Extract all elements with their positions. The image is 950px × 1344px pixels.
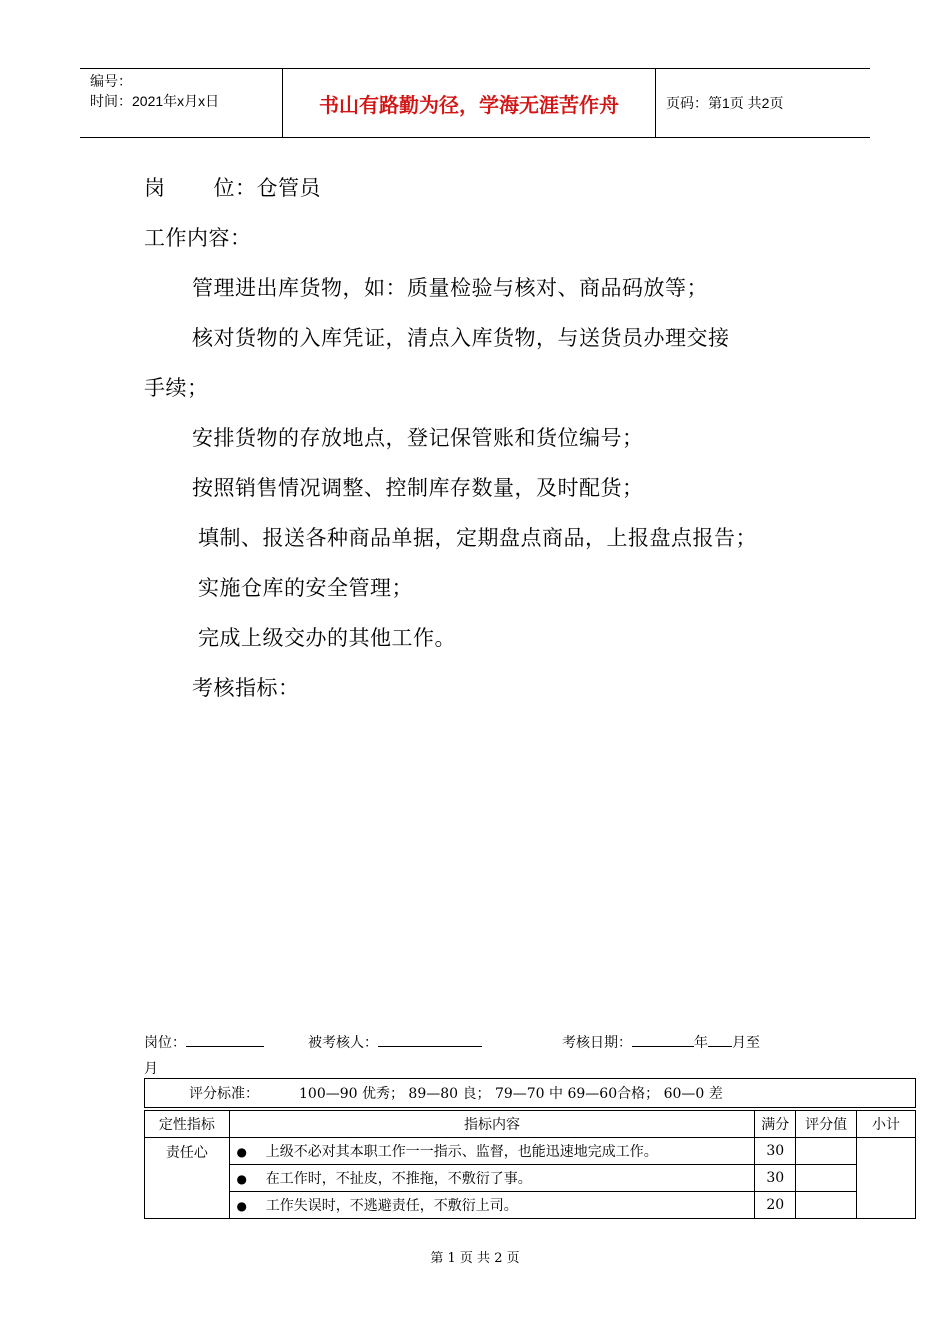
bullet-icon: ●	[236, 1145, 248, 1159]
work-content-title: 工作内容：	[144, 226, 252, 250]
content-cell: ● 工作失误时，不逃避责任，不敷衍上司。	[229, 1192, 755, 1219]
position-label-b: 位：仓管员	[213, 176, 321, 200]
doc-number-label: 编号：	[90, 73, 132, 89]
form-month-label: 月	[144, 1061, 158, 1077]
page-footer: 第 1 页 共 2 页	[430, 1251, 520, 1266]
work-item-5: 填制、报送各种商品单据，定期盘点商品，上报盘点报告；	[198, 526, 757, 550]
form-date-label: 考核日期：	[562, 1035, 632, 1051]
work-item-1: 管理进出库货物，如：质量检验与核对、商品码放等；	[192, 276, 708, 300]
doc-time-label: 时间：2021年x月x日	[90, 93, 220, 109]
bullet-icon: ●	[236, 1172, 248, 1186]
table-row	[145, 1192, 916, 1219]
work-item-3: 安排货物的存放地点，登记保管账和货位编号；	[192, 426, 644, 450]
form-month-blank[interactable]	[708, 1032, 732, 1047]
table-header-row	[145, 1111, 916, 1138]
bullet-icon: ●	[236, 1199, 248, 1213]
position-line	[144, 172, 321, 202]
work-item-6: 实施仓库的安全管理；	[198, 576, 413, 600]
content-cell: ● 在工作时，不扯皮，不推拖，不敷衍了事。	[229, 1165, 755, 1192]
form-year-blank[interactable]	[632, 1032, 694, 1047]
form-assessee-label: 被考核人：	[308, 1035, 378, 1051]
table-row	[145, 1165, 916, 1192]
work-item-2-cont: 手续；	[144, 376, 209, 400]
subtotal-cell[interactable]	[857, 1138, 916, 1219]
header-subtotal: 小计	[857, 1111, 916, 1138]
header-full-score: 满分	[755, 1111, 796, 1138]
form-position-blank[interactable]	[186, 1032, 264, 1047]
form-assessee-blank[interactable]	[378, 1032, 482, 1047]
header-page-info: 页码：第1页 共2页	[666, 95, 784, 111]
work-item-2: 核对货物的入库凭证，清点入库货物，与送货员办理交接	[192, 326, 730, 350]
score-value-cell[interactable]	[796, 1165, 857, 1192]
full-score-cell: 30	[755, 1138, 796, 1165]
score-value-cell[interactable]	[796, 1192, 857, 1219]
header-score-value: 评分值	[796, 1111, 857, 1138]
form-position-label: 岗位：	[144, 1035, 186, 1051]
header-motto: 书山有路勤为径，学海无涯苦作舟	[282, 69, 656, 137]
category-cell: 责任心	[145, 1138, 230, 1219]
score-value-cell[interactable]	[796, 1138, 857, 1165]
score-standard-criteria: 100—90 优秀； 89—80 良； 79—70 中 69—60合格； 60—0 差	[299, 1086, 723, 1102]
header-category: 定性指标	[145, 1111, 230, 1138]
work-item-7: 完成上级交办的其他工作。	[198, 626, 456, 650]
assessment-form-line	[144, 1032, 760, 1052]
full-score-cell: 20	[755, 1192, 796, 1219]
work-item-4: 按照销售情况调整、控制库存数量，及时配货；	[192, 476, 644, 500]
page-header	[80, 68, 870, 138]
header-left	[80, 69, 282, 137]
full-score-cell: 30	[755, 1165, 796, 1192]
form-month-to-label: 月至	[732, 1035, 760, 1051]
header-content: 指标内容	[229, 1111, 755, 1138]
position-label-a: 岗	[144, 176, 166, 200]
content-cell: ● 上级不必对其本职工作一一指示、监督，也能迅速地完成工作。	[229, 1138, 755, 1165]
form-year-label: 年	[694, 1035, 708, 1051]
score-standard-box	[144, 1078, 916, 1108]
score-standard-label: 评分标准：	[189, 1086, 259, 1102]
kpi-title: 考核指标：	[192, 676, 300, 700]
kpi-table	[144, 1110, 916, 1219]
table-row	[145, 1138, 916, 1165]
